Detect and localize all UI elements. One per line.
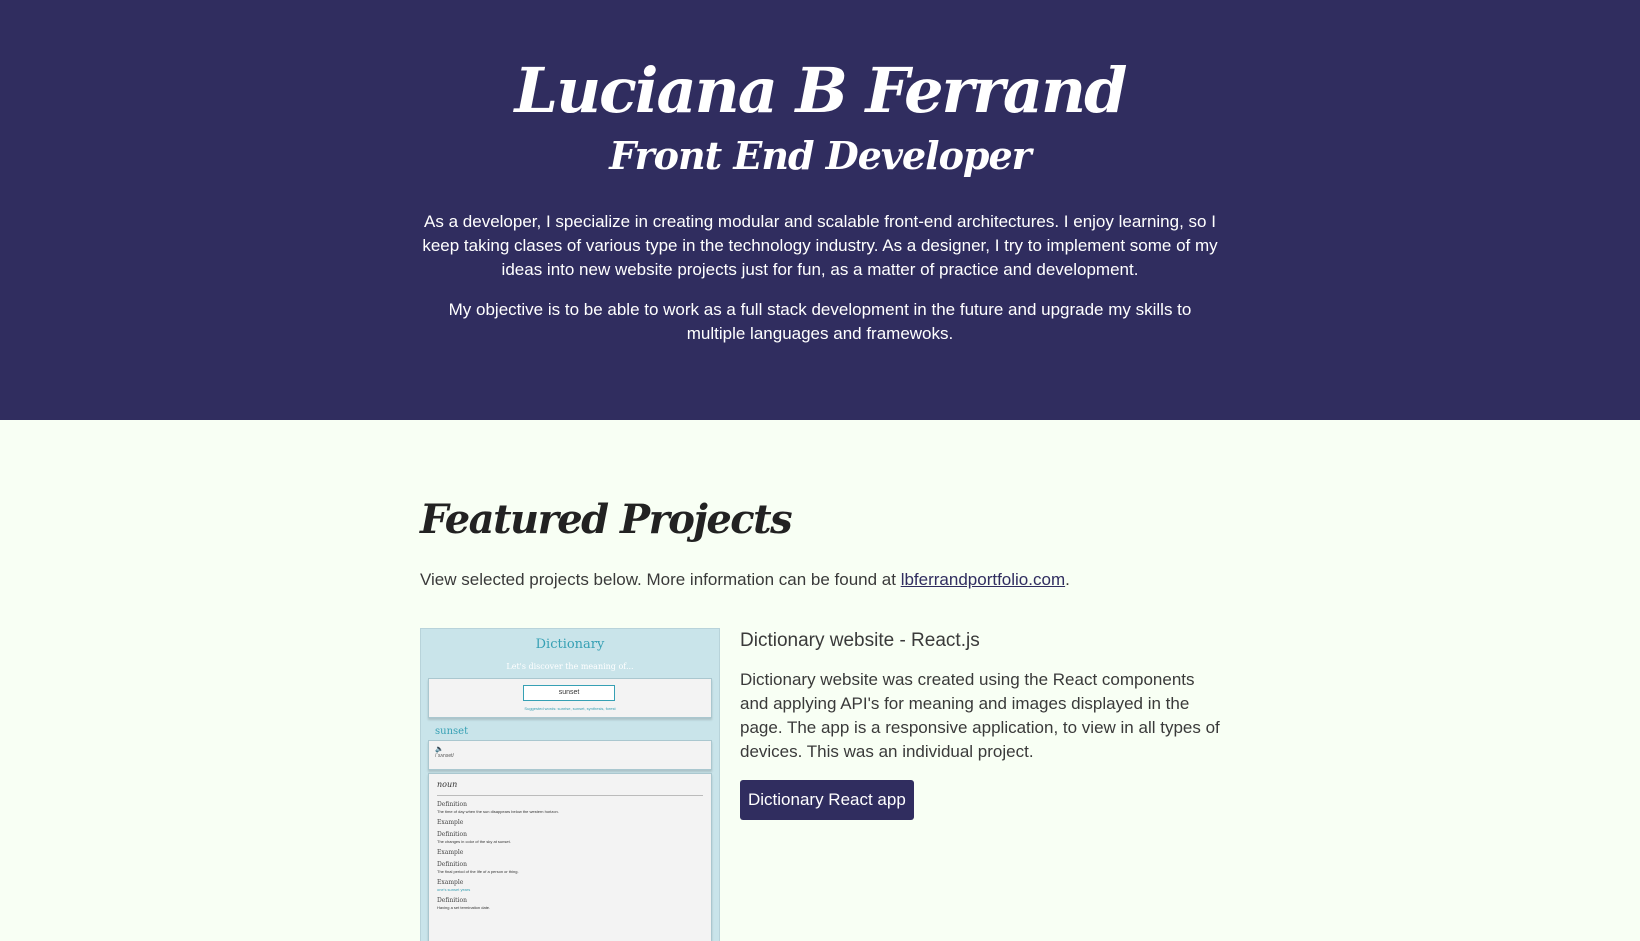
bio-paragraph-2: My objective is to be able to work as a full stack development in the future and upgrade my skills to multiple languages and framewoks.	[448, 300, 1192, 343]
entry-text: The changes in color of the sky at sunset.	[437, 839, 511, 844]
entry-label: Example	[437, 819, 464, 826]
thumb-entry	[437, 819, 703, 826]
intro-suffix: .	[1065, 570, 1070, 589]
developer-role: Front End Developer	[609, 133, 1031, 178]
dictionary-app-button[interactable]: Dictionary React app	[740, 780, 914, 820]
entry-label: Definition	[437, 801, 467, 808]
entry-text: one's sunset years	[437, 887, 471, 892]
entry-label: Definition	[437, 861, 467, 868]
thumb-word: sunset	[435, 726, 469, 737]
project-info	[740, 628, 1220, 941]
thumb-entry	[437, 879, 703, 892]
project-screenshot	[420, 628, 720, 941]
thumb-entry	[437, 861, 703, 874]
thumb-phonetic: /ˈsʌnset/	[435, 753, 454, 759]
thumb-subtitle: Let's discover the meaning of...	[506, 662, 634, 671]
entry-text: The final period of the life of a person or thing.	[437, 869, 519, 874]
developer-name: Luciana B Ferrand	[514, 54, 1126, 127]
thumb-entry	[437, 831, 703, 844]
project-title: Dictionary website - React.js	[740, 630, 980, 651]
entry-text: Having a set termination date.	[437, 905, 491, 910]
hero-section	[0, 0, 1640, 420]
intro-text: View selected projects below. More information can be found at	[420, 570, 901, 589]
thumb-app-title: Dictionary	[535, 637, 605, 652]
hero-content	[420, 0, 1220, 346]
bio-paragraph-1: As a developer, I specialize in creating modular and scalable front-end architectures. I enjoy learning, so I keep taking clases of various type in the technology industry. As a designer, I try to implement some of my ideas into new website projects just for fun, as a matter of practice and development.	[422, 212, 1218, 279]
thumb-suggestions: Suggested words: sunrise, sunset, synthesis, forest	[524, 706, 616, 711]
thumb-entry	[437, 897, 703, 910]
entry-text: The time of day when the sun disappears below the western horizon.	[437, 809, 559, 814]
featured-projects-section	[420, 420, 1220, 941]
project-description: Dictionary website was created using the React components and applying API's for meaning and images displayed in the page. The app is a responsive application, to view in all types of devices. This was an individual project.	[740, 670, 1220, 761]
portfolio-link[interactable]: lbferrandportfolio.com	[900, 570, 1066, 589]
speaker-icon: 🔈	[435, 746, 444, 753]
thumb-search-card	[428, 678, 712, 718]
entry-label: Example	[437, 879, 464, 886]
thumb-part-of-speech: noun	[437, 780, 703, 796]
thumb-entry	[437, 849, 703, 856]
thumb-phonetic-card	[428, 740, 712, 770]
entry-label: Example	[437, 849, 464, 856]
thumb-meaning-card	[428, 773, 712, 941]
thumb-search-box: sunset	[523, 685, 615, 701]
projects-intro	[420, 570, 1220, 590]
entry-label: Definition	[437, 897, 467, 904]
entry-label: Definition	[437, 831, 467, 838]
section-title: Featured Projects	[420, 496, 792, 543]
thumb-entry	[437, 801, 703, 814]
project-card	[420, 628, 1220, 941]
